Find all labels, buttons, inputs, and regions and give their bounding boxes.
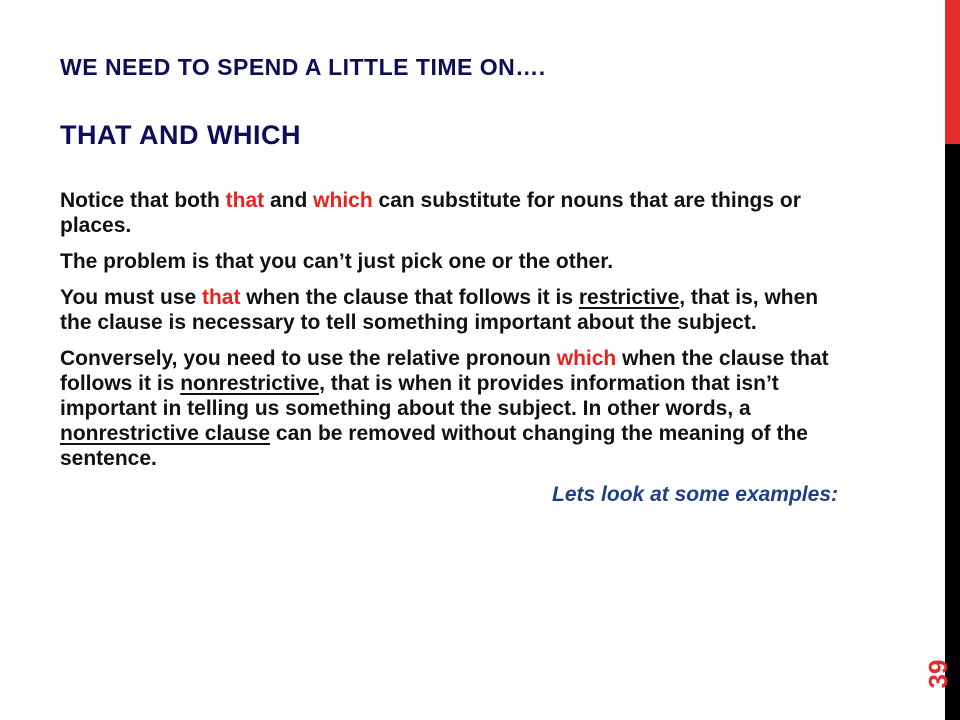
slide-body [60,188,850,518]
p3-term-restrictive: restrictive [578,286,680,309]
p3-text-e: , that is, when the clause is necessary to tell something important about the subject. [60,286,819,334]
p4-term-nonrestrictive: nonrestrictive [180,372,320,395]
p1-text-e: can substitute for nouns that are things or places. [60,189,801,237]
p4-text-a: Conversely, you need to use the relative pronoun [60,347,557,370]
paragraph-2: The problem is that you can’t just pick one or the other. [60,250,614,273]
p4-text-g: can be removed without changing the meaning of the sentence. [60,422,808,470]
p3-text-a: You must use [60,286,202,309]
examples-lead-in: Lets look at some examples: [552,483,838,506]
page-number: 39 [922,659,953,689]
p3-text-c: when the clause that follows it is [240,286,579,309]
sidebar-black-bar [945,144,960,720]
p4-text-c: when the clause that follows it is [60,347,829,395]
slide-title [60,52,860,150]
title-line-1: WE NEED TO SPEND A LITTLE TIME ON…. [60,54,546,80]
title-line-2: THAT AND WHICH [60,120,301,150]
p4-term-nonrestrictive-clause: nonrestrictive clause [60,422,271,445]
p1-text-a: Notice that both [60,189,226,212]
p1-text-c: and [264,189,314,212]
paragraph-1 [60,188,850,238]
p1-keyword-which: which [313,189,373,212]
sidebar-red-bar [945,0,960,144]
paragraph-3 [60,285,850,335]
p3-keyword-that: that [201,286,241,309]
p1-keyword-that: that [225,189,265,212]
p4-keyword-which: which [556,347,617,370]
p4-text-e: , that is when it provides information that isn’t important in telling us something about the subject. In other words, a [60,372,779,420]
paragraph-4 [60,346,850,471]
